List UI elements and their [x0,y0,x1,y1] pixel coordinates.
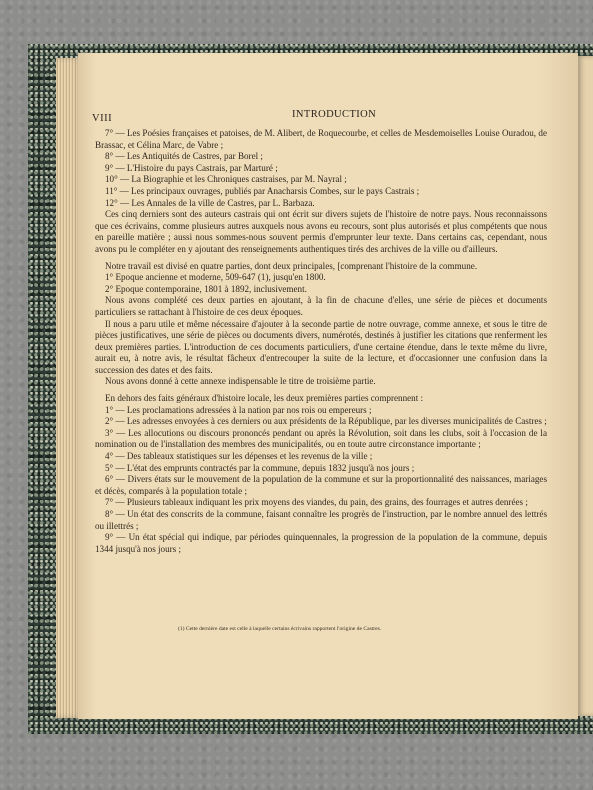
paragraph: Notre travail est divisé en quatre parties, dont deux principales, [comprenant l'histoire de la commune. [105,260,478,271]
paragraph: En dehors des faits généraux d'histoire locale, les deux premières parties comprennent : [105,393,424,404]
paragraph: Nous avons donné à cette annexe indispensable le titre de troisième partie. [105,376,376,387]
paragraph: 11° — Les principaux ouvrages, publiés par Anacharsis Combes, sur le pays Castrais ; [105,185,420,196]
paragraph: 1° Epoque ancienne et moderne, 509-647 (1), jusqu'en 1800. [105,272,326,283]
footnote: (1) Cette dernière date est celle à laquelle certains écrivains rapportent l'origine de Castres. [178,626,382,632]
paragraph: 3° — Les allocutions ou discours prononcés pendant ou après la Révolution, soit dans les clubs, soit à l'occasion de la nomination ou de l'installation des membres des municipalités, ou en toute autre circonstance importante ; [95,427,547,450]
paragraph: 9° — L'Histoire du pays Castrais, par Marturé ; [105,162,278,173]
paragraph: Il nous a paru utile et même nécessaire d'ajouter à la seconde partie de notre ouvrage, comme annexe, et sous le titre de pièces justificatives, une série de pièces ou documents divers, numérotés, destinés à justifier les citations que renferment les deux premières parties. L'introduction de ces documents particuliers, d'une certaine étendue, dans le texte même du livre, aurait eu, à notre avis, le résultat fâcheux d'entrecouper la suite de la lecture, et d'occasionner une confusion dans la succession des dates et des faits. [95,318,547,375]
paragraph: 1° — Les proclamations adressées à la nation par nos rois ou empereurs ; [105,404,372,415]
paragraph: Nous avons complété ces deux parties en ajoutant, à la fin de chacune d'elles, une série de pièces et documents particuliers se rattachant à l'histoire de ces deux époques. [95,295,547,317]
paragraph: 7° — Les Poésies françaises et patoises, de M. Alibert, de Roquecourbe, et celles de Mesdemoiselles Louise Ouradou, de Brassac, et Célina Marc, de Vabre ; [95,128,547,150]
facing-page-edge [578,56,593,716]
paragraph: 12° — Les Annales de la ville de Castres, par L. Barbaza. [105,197,315,208]
running-title: INTRODUCTION [292,109,377,120]
paragraph: 6° — Divers états sur le mouvement de la population de la commune et sur la proportionnalité des naissances, mariages et décès, comparés à la population totale ; [95,474,547,496]
paragraph: 2° Epoque contemporaine, 1801 à 1892, inclusivement. [105,283,307,294]
paragraph: 2° — Les adresses envoyées à ces derniers ou aux présidents de la République, par les diverses municipalités de Castres ; [105,416,547,427]
page-number: VIII [92,113,113,124]
body-text [95,128,547,555]
paragraph: 8° — Les Antiquités de Castres, par Borel ; [105,151,263,162]
paragraph: 5° — L'état des emprunts contractés par la commune, depuis 1832 jusqu'à nos jours ; [105,462,415,473]
paragraph: Ces cinq derniers sont des auteurs castrais qui ont écrit sur divers sujets de l'histoire de notre pays. Nous reconnaissons que ces écrivains, comme plusieurs autres auxquels nous avons eu recours, sont plus autorisés et plus compétents que nous en pareille matière ; aussi nous sommes-nous souvent permis d'emprunter leur texte. Dans certains cas, cependant, nous avons pu le compléter en y ajoutant des renseignements authentiques tirés des archives de la ville ou d'ailleurs. [95,209,547,254]
paragraph: 7° — Plusieurs tableaux indiquant les prix moyens des viandes, du pain, des grains, des fourrages et autres denrées ; [105,497,528,508]
paragraph: 10° — La Biographie et les Chroniques castraises, par M. Nayral ; [105,174,347,185]
paragraph: 4° — Des tableaux statistiques sur les dépenses et les revenus de la ville ; [105,451,373,462]
paragraph: 9° — Un état spécial qui indique, par périodes quinquennales, la progression de la population de la commune, depuis 1344 jusqu'à nos jours ; [95,532,547,554]
paragraph: 8° — Un état des conscrits de la commune, faisant connaître les progrès de l'instruction, par le nombre annuel des lettrés ou illettrés ; [95,509,547,531]
